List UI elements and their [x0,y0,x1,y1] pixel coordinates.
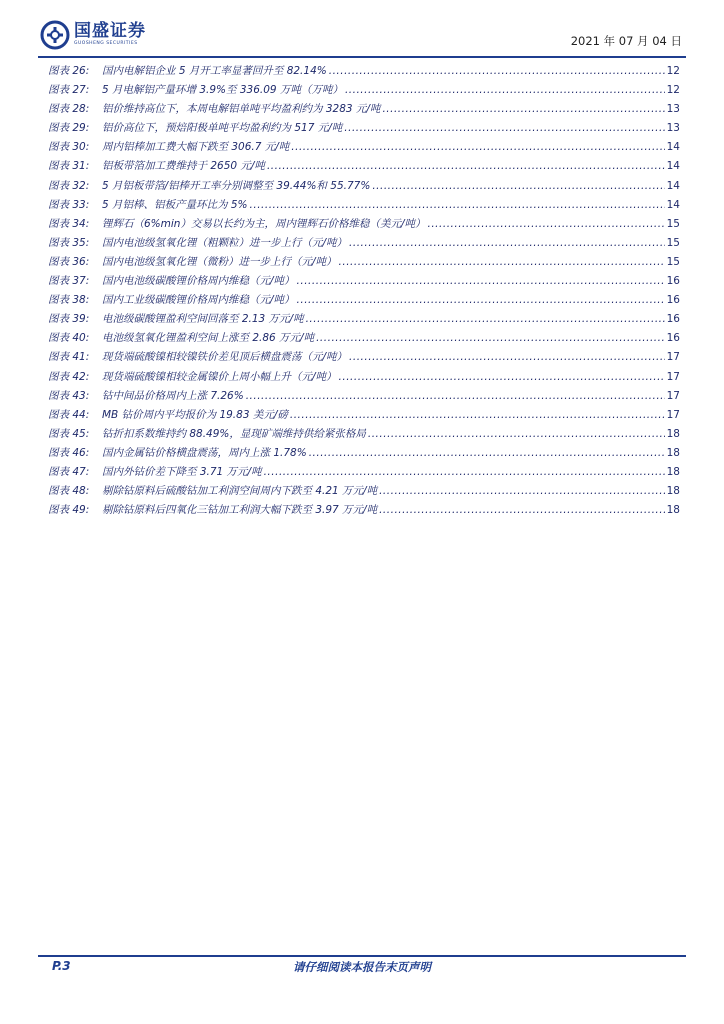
toc-entry-label: 图表 37: [48,275,90,288]
figure-list [48,63,680,521]
toc-leader-dots [372,180,664,192]
toc-entry-label: 图表 33: [48,198,90,211]
header-divider [38,56,686,58]
toc-entry-page: 12 [666,84,680,97]
toc-entry-page: 14 [666,179,680,192]
toc-entry-label: 图表 34: [48,217,90,230]
toc-entry-page: 18 [666,485,680,498]
toc-entry-title: 周内铝棒加工费大幅下跌至 306.7 元/吨 [102,141,290,154]
toc-entry[interactable] [48,369,680,388]
toc-entry-page: 17 [666,370,680,383]
toc-entry-label: 图表 47: [48,465,90,478]
toc-entry-page: 18 [666,446,680,459]
toc-entry-title: 5 月铝板带箔/铝棒开工率分别调整至 39.44%和 55.77% [102,179,371,192]
toc-leader-dots [345,84,665,96]
toc-leader-dots [368,428,665,440]
logo-name-en: GUOSHENG SECURITIES [74,41,138,47]
toc-leader-dots [382,103,664,115]
guosheng-logo-icon [40,20,70,50]
toc-leader-dots [264,466,665,478]
toc-leader-dots [246,390,665,402]
toc-entry[interactable] [48,120,680,139]
footer-disclaimer: 请仔细阅读本报告末页声明 [293,960,431,974]
toc-entry-label: 图表 36: [48,255,90,268]
toc-entry-title: 现货端硫酸镍相较金属镍价上周小幅上升（元/吨） [102,370,337,383]
toc-entry-page: 17 [666,351,680,364]
toc-leader-dots [428,218,665,230]
toc-entry-label: 图表 31: [48,160,90,173]
toc-entry-label: 图表 38: [48,294,90,307]
toc-entry[interactable] [48,101,680,120]
toc-leader-dots [339,371,665,383]
toc-entry-page: 16 [666,332,680,345]
toc-entry[interactable] [48,292,680,311]
toc-entry-page: 16 [666,294,680,307]
toc-entry-label: 图表 44: [48,408,90,421]
company-logo [40,20,146,50]
toc-entry-title: 5 月铝棒、铝板产量环比为 5% [102,198,248,211]
toc-entry-title: 剔除钴原料后四氧化三钴加工利润大幅下跌至 3.97 万元/吨 [102,504,378,517]
toc-leader-dots [297,275,665,287]
toc-entry-title: 国内外钴价差下降至 3.71 万元/吨 [102,465,262,478]
toc-entry-title: 电池级氢氧化锂盈利空间上涨至 2.86 万元/吨 [102,332,315,345]
toc-entry-page: 14 [666,198,680,211]
toc-entry-title: 剔除钴原料后硫酸钴加工利润空间周内下跌至 4.21 万元/吨 [102,485,378,498]
toc-entry-page: 17 [666,408,680,421]
toc-entry[interactable] [48,235,680,254]
toc-entry-title: MB 钴价周内平均报价为 19.83 美元/磅 [102,408,288,421]
toc-entry-label: 图表 40: [48,332,90,345]
toc-entry-label: 图表 29: [48,122,90,135]
toc-entry-page: 15 [666,255,680,268]
toc-entry-title: 锂辉石（6%min）交易以长约为主，周内锂辉石价格维稳（美元/吨） [102,217,426,230]
toc-entry-label: 图表 46: [48,446,90,459]
toc-leader-dots [379,485,665,497]
page-number: P.3 [52,959,71,973]
report-date: 2021 年 07 月 04 日 [570,34,682,48]
toc-leader-dots [339,256,665,268]
toc-entry-label: 图表 26: [48,65,90,77]
toc-entry-title: 国内工业级碳酸锂价格周内维稳（元/吨） [102,294,295,307]
toc-entry-title: 国内金属钴价格横盘震荡，周内上涨 1.78% [102,446,307,459]
toc-entry-page: 15 [666,217,680,230]
toc-entry[interactable] [48,178,680,197]
toc-leader-dots [349,351,665,363]
toc-entry-page: 17 [666,389,680,402]
toc-entry[interactable] [48,273,680,292]
toc-leader-dots [309,447,665,459]
toc-entry-label: 图表 32: [48,179,90,192]
toc-entry-page: 18 [666,465,680,478]
toc-leader-dots [291,141,664,153]
toc-leader-dots [316,332,665,344]
toc-entry-label: 图表 30: [48,141,90,154]
toc-entry[interactable] [48,464,680,483]
toc-entry-label: 图表 39: [48,313,90,326]
toc-entry[interactable] [48,82,680,101]
toc-entry-label: 图表 45: [48,427,90,440]
toc-entry-label: 图表 28: [48,103,90,116]
toc-leader-dots [297,294,665,306]
toc-entry-label: 图表 41: [48,351,90,364]
toc-entry[interactable] [48,388,680,407]
toc-entry-title: 钴中间品价格周内上涨 7.26% [102,389,244,402]
toc-entry[interactable] [48,445,680,464]
toc-entry-label: 图表 35: [48,236,90,249]
toc-leader-dots [267,160,665,172]
toc-entry-title: 铝价维持高位下，本周电解铝单吨平均盈利约为 3283 元/吨 [102,103,381,116]
toc-entry-title: 铝价高位下，预焙阳极单吨平均盈利约为 517 元/吨 [102,122,343,135]
toc-leader-dots [349,237,665,249]
toc-leader-dots [250,199,665,211]
toc-entry-page: 13 [666,103,680,116]
toc-entry-title: 现货端硫酸镍相较镍铁价差见顶后横盘震荡（元/吨） [102,351,348,364]
toc-entry-page: 14 [666,160,680,173]
toc-entry-page: 14 [666,141,680,154]
toc-leader-dots [344,122,664,134]
toc-entry-label: 图表 49: [48,504,90,517]
toc-entry-title: 电池级碳酸锂盈利空间回落至 2.13 万元/吨 [102,313,304,326]
toc-entry[interactable] [48,483,680,502]
toc-entry[interactable] [48,311,680,330]
toc-leader-dots [290,409,665,421]
toc-entry-page: 16 [666,313,680,326]
page-header [38,18,686,58]
toc-entry[interactable] [48,197,680,216]
toc-entry-page: 15 [666,236,680,249]
toc-entry-label: 图表 42: [48,370,90,383]
toc-entry[interactable] [48,407,680,426]
toc-entry[interactable] [48,502,680,521]
toc-entry-page: 18 [666,504,680,517]
toc-leader-dots [306,313,665,325]
toc-entry[interactable] [48,330,680,349]
toc-entry-label: 图表 27: [48,84,90,97]
toc-entry-title: 国内电池级碳酸锂价格周内维稳（元/吨） [102,275,295,288]
toc-entry[interactable] [48,158,680,177]
toc-leader-dots [329,65,665,77]
toc-entry-page: 18 [666,427,680,440]
toc-entry-label: 图表 48: [48,485,90,498]
toc-entry-page: 13 [666,122,680,135]
toc-entry[interactable] [48,254,680,273]
toc-entry-page: 12 [666,65,680,77]
toc-entry-title: 国内电解铝企业 5 月开工率显著回升至 82.14% [102,65,327,77]
toc-entry[interactable] [48,63,680,82]
toc-entry[interactable] [48,139,680,158]
toc-entry-page: 16 [666,275,680,288]
toc-entry-title: 国内电池级氢氧化锂（粗颗粒）进一步上行（元/吨） [102,236,348,249]
footer-divider [38,955,686,957]
toc-entry[interactable] [48,216,680,235]
toc-entry-title: 钴折扣系数维持约 88.49%，显现矿端维持供给紧张格局 [102,427,366,440]
toc-entry-title: 5 月电解铝产量环增 3.9%至 336.09 万吨（万吨） [102,84,343,97]
toc-entry-title: 铝板带箔加工费维持于 2650 元/吨 [102,160,265,173]
toc-entry[interactable] [48,349,680,368]
toc-entry-title: 国内电池级氢氧化锂（微粉）进一步上行（元/吨） [102,255,337,268]
toc-entry[interactable] [48,426,680,445]
toc-leader-dots [379,504,665,516]
toc-entry-label: 图表 43: [48,389,90,402]
logo-name-cn: 国盛证券 [74,21,146,42]
